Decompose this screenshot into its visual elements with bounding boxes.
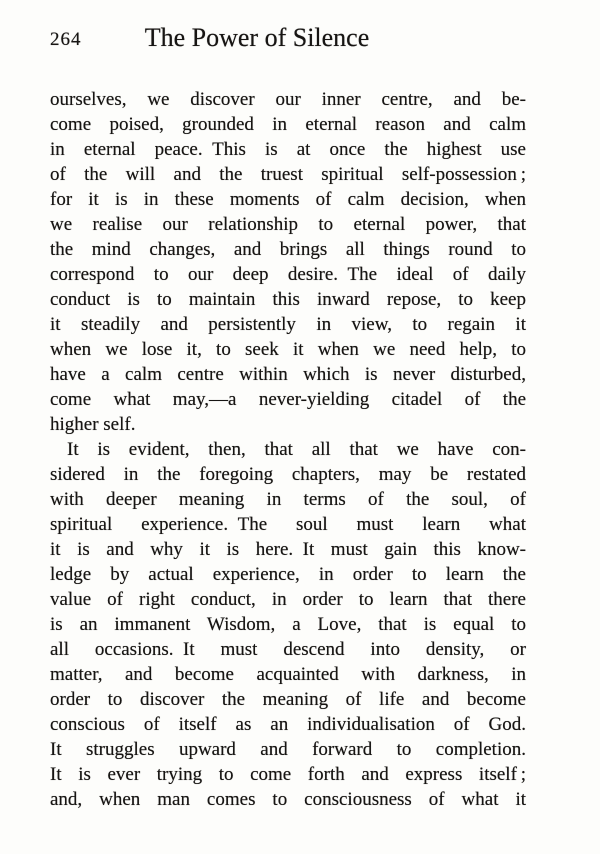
- text-line: conscious of itself as an individualisation of God.: [50, 714, 526, 735]
- text-line: ourselves, we discover our inner centre, and be-: [50, 89, 526, 110]
- running-header: [0, 0, 600, 60]
- text-line: order to discover the meaning of life and become: [50, 689, 526, 710]
- text-line: It struggles upward and forward to completion.: [50, 739, 526, 760]
- text-line: it is and why it is here. It must gain this know-: [50, 539, 526, 560]
- text-line: it steadily and persistently in view, to regain it: [50, 314, 526, 335]
- text-line: matter, and become acquainted with darkness, in: [50, 664, 526, 685]
- text-line: sidered in the foregoing chapters, may be restated: [50, 464, 526, 485]
- text-line: with deeper meaning in terms of the soul, of: [50, 489, 526, 510]
- page-number: 264: [50, 29, 82, 50]
- text-line: come what may,—a never-yielding citadel of the: [50, 389, 526, 410]
- text-line: in eternal peace. This is at once the highest use: [50, 139, 526, 160]
- text-line: is an immanent Wisdom, a Love, that is equal to: [50, 614, 526, 635]
- text-line: spiritual experience. The soul must learn what: [50, 514, 526, 535]
- text-line: have a calm centre within which is never disturbed,: [50, 364, 526, 385]
- text-line: correspond to our deep desire. The ideal of daily: [50, 264, 526, 285]
- text-line: higher self.: [50, 414, 136, 435]
- text-line: It is ever trying to come forth and express itself ;: [50, 764, 526, 785]
- text-line: It is evident, then, that all that we have con-: [67, 439, 526, 460]
- text-line: when we lose it, to seek it when we need help, to: [50, 339, 526, 360]
- text-line: conduct is to maintain this inward repose, to keep: [50, 289, 526, 310]
- page-text: [50, 87, 526, 812]
- text-line: ledge by actual experience, in order to learn the: [50, 564, 526, 585]
- text-line: the mind changes, and brings all things round to: [50, 239, 526, 260]
- text-line: value of right conduct, in order to learn that there: [50, 589, 526, 610]
- text-line: we realise our relationship to eternal power, that: [50, 214, 526, 235]
- text-line: all occasions. It must descend into density, or: [50, 639, 526, 660]
- text-line: come poised, grounded in eternal reason and calm: [50, 114, 526, 135]
- text-line: and, when man comes to consciousness of what it: [50, 789, 526, 810]
- text-line: for it is in these moments of calm decision, when: [50, 189, 526, 210]
- running-header-title: The Power of Silence: [144, 23, 370, 52]
- text-line: of the will and the truest spiritual self-possession ;: [50, 164, 526, 185]
